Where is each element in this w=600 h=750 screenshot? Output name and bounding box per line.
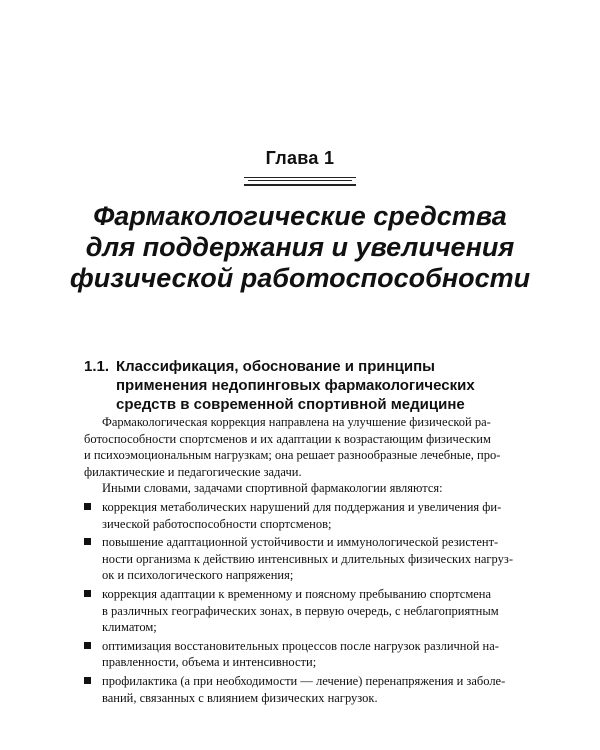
square-bullet-icon (84, 503, 91, 510)
list-item-line: оптимизация восстановительных процессов после нагрузок различной на- (102, 638, 499, 653)
list-item (84, 534, 522, 584)
list-item (84, 673, 522, 706)
square-bullet-icon (84, 590, 91, 597)
list-item-line: коррекция метаболических нарушений для поддержания и увеличения фи- (102, 499, 502, 514)
list-item (84, 499, 522, 532)
list-item (84, 586, 522, 636)
list-item-line: повышение адаптационной устойчивости и иммунологической резистент- (102, 535, 499, 550)
chapter-label: Глава 1 (265, 148, 335, 168)
list-item-line: климатом; (102, 620, 157, 635)
chapter-title-line: физической работоспособности (69, 263, 531, 293)
chapter-rule-bottom (244, 184, 356, 186)
section-title-line: средств в современной спортивной медицине (116, 396, 465, 413)
list-item-line: ности организма к действию интенсивных и длительных физических нагруз- (102, 551, 513, 566)
paragraph (84, 480, 522, 497)
list-item-line: ок и психологического напряжения; (102, 568, 294, 583)
list-item-line: в различных географических зонах, в первую очередь, с неблагоприятным (102, 603, 499, 618)
list-item-line: ваний, связанных с влиянием физических нагрузок. (102, 690, 378, 705)
chapter-title-line: для поддержания и увеличения (85, 232, 515, 262)
list-item-line: зической работоспособности спортсменов; (102, 516, 332, 531)
section-number: 1.1. (84, 358, 110, 375)
list-item-line: профилактика (а при необходимости — лечение) перенапряжения и заболе- (102, 673, 506, 688)
paragraph-line: ботоспособности спортсменов и их адаптации к возрастающим физическим (84, 431, 491, 446)
paragraph-line: филактические и педагогические задачи. (84, 464, 302, 479)
chapter-rule-top (244, 177, 356, 178)
list-item-line: правленности, объема и интенсивности; (102, 655, 317, 670)
paragraph-line: Иными словами, задачами спортивной фармакологии являются: (102, 481, 443, 496)
section-title-line: Классификация, обоснование и принципы (116, 358, 435, 375)
section-heading-line (84, 357, 544, 376)
chapter-title-line: Фармакологические средства (93, 201, 507, 231)
square-bullet-icon (84, 538, 91, 545)
list-item-line: коррекция адаптации к временному и поясному пребыванию спортсмена (102, 586, 492, 601)
paragraph-line: Фармакологическая коррекция направлена на улучшение физической ра- (102, 415, 491, 429)
task-list (84, 499, 522, 706)
section-heading (84, 357, 544, 414)
paragraph (84, 414, 522, 480)
list-item (84, 638, 522, 671)
chapter-title (60, 201, 540, 294)
square-bullet-icon (84, 677, 91, 684)
body-text (84, 414, 522, 708)
section-title-line: применения недопинговых фармакологических (116, 377, 475, 394)
paragraph-line: и психоэмоциональным нагрузкам; она решает разнообразные лечебные, про- (84, 448, 501, 463)
square-bullet-icon (84, 642, 91, 649)
chapter-rule-middle (248, 180, 352, 181)
